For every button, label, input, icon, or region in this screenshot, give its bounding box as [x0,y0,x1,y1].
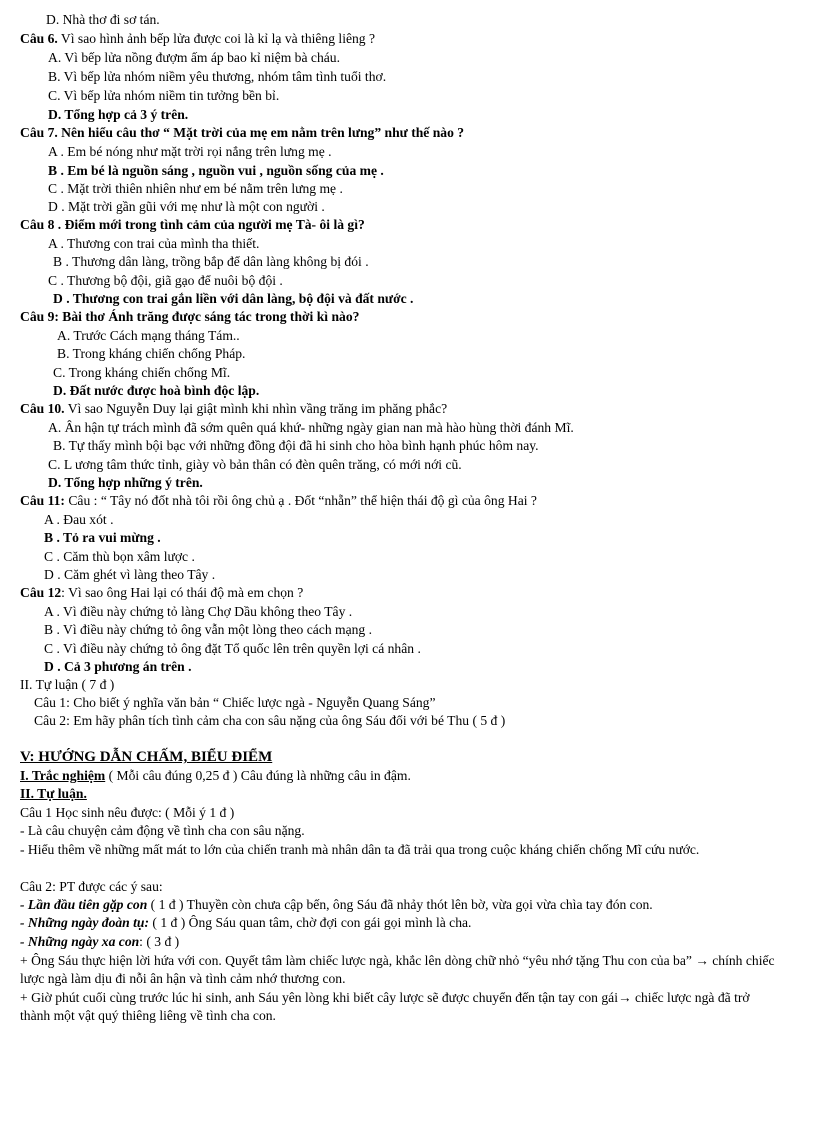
guide-c1-point-b: - Hiểu thêm về những mất mát to lớn của chiến tranh mà nhân dân ta đã trải qua trong cuộc kháng chiến chống Mĩ cứu nước. [20,842,700,857]
guide-c1-point-a: - Là câu chuyện cảm động về tình cha con sâu nặng. [20,823,305,838]
q10-option-c: C. L ương tâm thức tỉnh, giày vò bản thân có đèn quên trăng, có mới nới cũ. [48,457,462,472]
q12-option-b: B . Vì điều này chứng tỏ ông vẫn một lòng theo cách mạng . [44,622,373,637]
question-8: Câu 8 . Điểm mới trong tình cảm của người mẹ Tà- ôi là gì? [20,217,365,232]
guide-c2-paragraph-2: + Giờ phút cuối cùng trước lúc hi sinh, anh Sáu yên lòng khi biết cây lược sẽ được chuyển đến tận tay con gái→ chiếc lược ngà đã trở thành một vật quý thiêng liêng về tình cha con. [20,990,750,1023]
q10-option-b: B. Tự thấy mình bội bạc với những đồng đội đã hi sinh cho hòa bình hạnh phúc hôm nay. [53,438,539,453]
guide-c2-point-b-text: ( 1 đ ) Ông Sáu quan tâm, chờ đợi con gái gọi mình là cha. [149,915,472,930]
guide-c1-heading: Câu 1 Học sinh nêu được: ( Mỗi ý 1 đ ) [20,805,235,820]
q12-option-d: D . Cả 3 phương án trên . [44,659,192,674]
q9-option-c: C. Trong kháng chiến chống Mĩ. [53,365,231,380]
q10-option-d: D. Tổng hợp những ý trên. [48,475,203,490]
question-10 [20,400,447,418]
q11-option-a: A . Đau xót . [44,512,114,527]
question-12 [20,584,303,602]
q6-option-b: B. Vì bếp lửa nhóm niềm yêu thương, nhóm tâm tình tuổi thơ. [48,69,387,84]
guide-c2-point-c [20,933,179,951]
q7-option-d: D . Mặt trời gần gũi với mẹ như là một con người . [48,199,325,214]
guide-c2-point-c-label: - Những ngày xa con [20,934,140,949]
question-11-label: Câu 11: [20,493,65,508]
question-9: Câu 9: Bài thơ Ánh trăng được sáng tác trong thời kì nào? [20,309,360,324]
guide-part-1-text: ( Mỗi câu đúng 0,25 đ ) Câu đúng là những câu in đậm. [105,768,411,783]
q8-option-c: C . Thương bộ đội, giã gạo để nuôi bộ đội . [48,273,283,288]
q11-option-c: C . Căm thù bọn xâm lược . [44,549,195,564]
question-6-text: Vì sao hình ảnh bếp lửa được coi là kỉ lạ và thiêng liêng ? [57,31,376,46]
guide-c2-point-c-text: : ( 3 đ ) [139,934,180,949]
question-7: Câu 7. Nên hiểu câu thơ “ Mặt trời của mẹ em nằm trên lưng” như thế nào ? [20,125,465,140]
guide-c2-heading: Câu 2: PT được các ý sau: [20,879,163,894]
essay-question-1: Câu 1: Cho biết ý nghĩa văn bản “ Chiếc lược ngà - Nguyễn Quang Sáng” [34,695,436,710]
q9-option-a: A. Trước Cách mạng tháng Tám.. [57,328,240,343]
guide-c2-point-a-label: - Lần đầu tiên gặp con [20,897,148,912]
guide-c2-point-b-label: - Những ngày đoàn tụ: [20,915,150,930]
guide-part-1 [20,767,411,785]
q12-option-a: A . Vì điều này chứng tỏ làng Chợ Dầu không theo Tây . [44,604,353,619]
essay-heading: II. Tự luận ( 7 đ ) [20,677,115,692]
q11-option-d: D . Căm ghét vì làng theo Tây . [44,567,216,582]
q7-option-c: C . Mặt trời thiên nhiên như em bé nằm trên lưng mẹ . [48,181,343,196]
guide-c2-paragraph-1: + Ông Sáu thực hiện lời hứa với con. Quyết tâm làm chiếc lược ngà, khắc lên dòng chữ nhỏ “yêu nhớ tặng Thu con của ba” → chính chiếc lược ngà làm dịu đi nỗi ân hận và tình cảm nhớ thương con. [20,953,775,986]
q7-option-a: A . Em bé nóng như mặt trời rọi nắng trên lưng mẹ . [48,144,332,159]
question-11 [20,492,537,510]
q8-option-d: D . Thương con trai gắn liền với dân làng, bộ đội và đất nước . [53,291,414,306]
q5-option-d: D. Nhà thơ đi sơ tán. [46,12,160,27]
question-12-label: Câu 12 [20,585,62,600]
q7-option-b: B . Em bé là nguồn sáng , nguồn vui , nguồn sống của mẹ . [48,163,384,178]
q9-option-b: B. Trong kháng chiến chống Pháp. [57,346,246,361]
q8-option-b: B . Thương dân làng, trồng bắp để dân làng không bị đói . [53,254,369,269]
q8-option-a: A . Thương con trai của mình tha thiết. [48,236,260,251]
q6-option-c: C. Vì bếp lửa nhóm niềm tin tưởng bền bỉ. [48,88,280,103]
q11-option-b: B . Tỏ ra vui mừng . [44,530,161,545]
essay-question-2: Câu 2: Em hãy phân tích tình cảm cha con sâu nặng của ông Sáu đối với bé Thu ( 5 đ ) [34,713,506,728]
question-10-text: Vì sao Nguyễn Duy lại giật mình khi nhìn vầng trăng im phăng phắc? [64,401,448,416]
q6-option-a: A. Vì bếp lửa nồng đượm ấm áp bao kỉ niệm bà cháu. [48,50,340,65]
q6-option-d: D. Tổng hợp cả 3 ý trên. [48,107,189,122]
question-12-text: : Vì sao ông Hai lại có thái độ mà em chọn ? [61,585,304,600]
q12-option-c: C . Vì điều này chứng tỏ ông đặt Tổ quốc lên trên quyền lợi cá nhân . [44,641,421,656]
question-11-text: Câu : “ Tây nó đốt nhà tôi rồi ông chủ ạ . Đốt “nhẵn” thể hiện thái độ gì của ông Hai ? [64,493,537,508]
q9-option-d: D. Đất nước được hoà bình độc lập. [53,383,260,398]
question-6 [20,30,375,48]
guide-heading: V: HƯỚNG DẪN CHẤM, BIỂU ĐIỂM [20,749,273,765]
q10-option-a: A. Ân hận tự trách mình đã sớm quên quá khứ- những ngày gian nan mà hào hùng thời đánh Mĩ. [48,420,574,435]
guide-part-2-label: II. Tự luận. [20,786,87,801]
question-10-label: Câu 10. [20,401,65,416]
guide-part-1-label: I. Trắc nghiệm [20,768,106,783]
question-6-label: Câu 6. [20,31,58,46]
guide-c2-point-a-text: ( 1 đ ) Thuyền còn chưa cập bến, ông Sáu đã nhảy thót lên bờ, vừa gọi vừa chìa tay đón con. [147,897,653,912]
guide-c2-point-a [20,896,653,914]
guide-c2-point-b [20,914,471,932]
